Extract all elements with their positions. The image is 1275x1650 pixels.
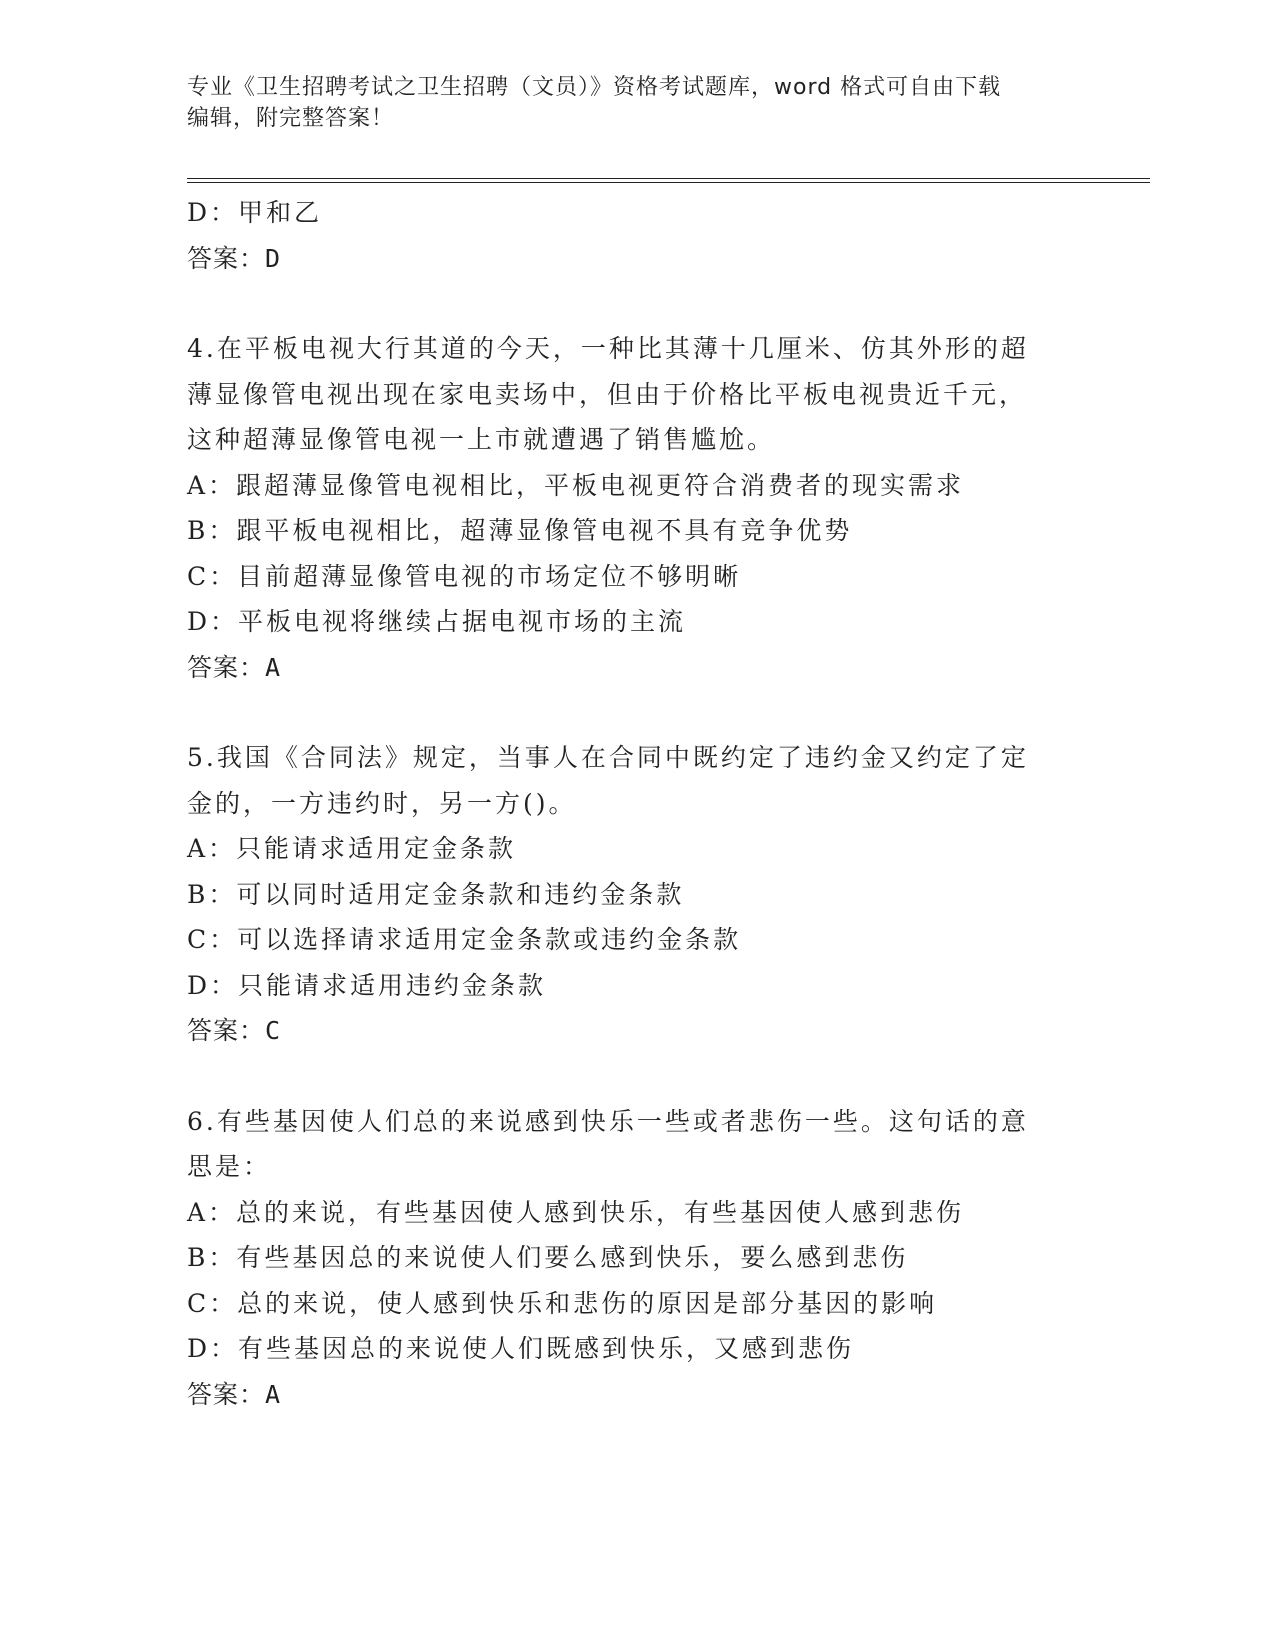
answer-value: A — [265, 1379, 282, 1409]
answer-value: D — [265, 243, 282, 273]
answer-value: A — [265, 652, 282, 682]
question-stem-line: 6.有些基因使人们总的来说感到快乐一些或者悲伤一些。这句话的意 — [187, 1106, 1029, 1136]
option-b: B：跟平板电视相比，超薄显像管电视不具有竞争优势 — [187, 516, 853, 545]
question-stem-line: 5.我国《合同法》规定，当事人在合同中既约定了违约金又约定了定 — [187, 743, 1029, 772]
option-a: A：总的来说，有些基因使人感到快乐，有些基因使人感到悲伤 — [187, 1197, 965, 1227]
option-d: D：有些基因总的来说使人们既感到快乐，又感到悲伤 — [187, 1334, 855, 1363]
header-rule-bottom — [187, 182, 1150, 183]
option-d: D：甲和乙 — [187, 198, 323, 227]
answer-line — [187, 1008, 1087, 1054]
header-rule-top — [187, 178, 1150, 179]
question-4 — [187, 326, 1087, 690]
question-3-tail — [187, 190, 1087, 281]
option-c: C：总的来说，使人感到快乐和悲伤的原因是部分基因的影响 — [187, 1288, 938, 1318]
document-header — [187, 72, 1067, 134]
answer-label: 答案： — [187, 243, 266, 273]
question-6 — [187, 1099, 1087, 1418]
option-c: C：目前超薄显像管电视的市场定位不够明晰 — [187, 561, 742, 591]
question-stem-line: 思是： — [187, 1152, 272, 1181]
question-stem-line: 金的，一方违约时，另一方()。 — [187, 788, 577, 818]
answer-label: 答案： — [187, 1379, 266, 1409]
answer-label: 答案： — [187, 652, 266, 682]
answer-line — [187, 645, 1087, 691]
option-c: C：可以选择请求适用定金条款或违约金条款 — [187, 925, 742, 954]
header-line-2: 编辑，附完整答案！ — [187, 106, 395, 131]
answer-line — [187, 236, 1087, 282]
option-a: A：跟超薄显像管电视相比，平板电视更符合消费者的现实需求 — [187, 470, 965, 500]
spacer — [187, 281, 1087, 326]
option-b: B：可以同时适用定金条款和违约金条款 — [187, 879, 685, 909]
option-d: D：只能请求适用违约金条款 — [187, 970, 547, 1000]
question-stem-line: 这种超薄显像管电视一上市就遭遇了销售尴尬。 — [187, 425, 776, 454]
question-stem-line: 4.在平板电视大行其道的今天，一种比其薄十几厘米、仿其外形的超 — [187, 334, 1029, 363]
answer-label: 答案： — [187, 1016, 266, 1045]
option-d: D：平板电视将继续占据电视市场的主流 — [187, 607, 687, 636]
spacer — [187, 1054, 1087, 1099]
question-list — [187, 190, 1087, 1417]
option-a: A：只能请求适用定金条款 — [187, 834, 517, 863]
answer-line — [187, 1372, 1087, 1418]
question-5 — [187, 735, 1087, 1054]
question-stem-line: 薄显像管电视出现在家电卖场中，但由于价格比平板电视贵近千元， — [187, 379, 1028, 409]
answer-value: C — [265, 1016, 282, 1045]
spacer — [187, 690, 1087, 735]
option-b: B：有些基因总的来说使人们要么感到快乐，要么感到悲伤 — [187, 1243, 909, 1272]
header-line-1: 专业《卫生招聘考试之卫生招聘（文员）》资格考试题库，word 格式可自由下载 — [187, 75, 1002, 100]
